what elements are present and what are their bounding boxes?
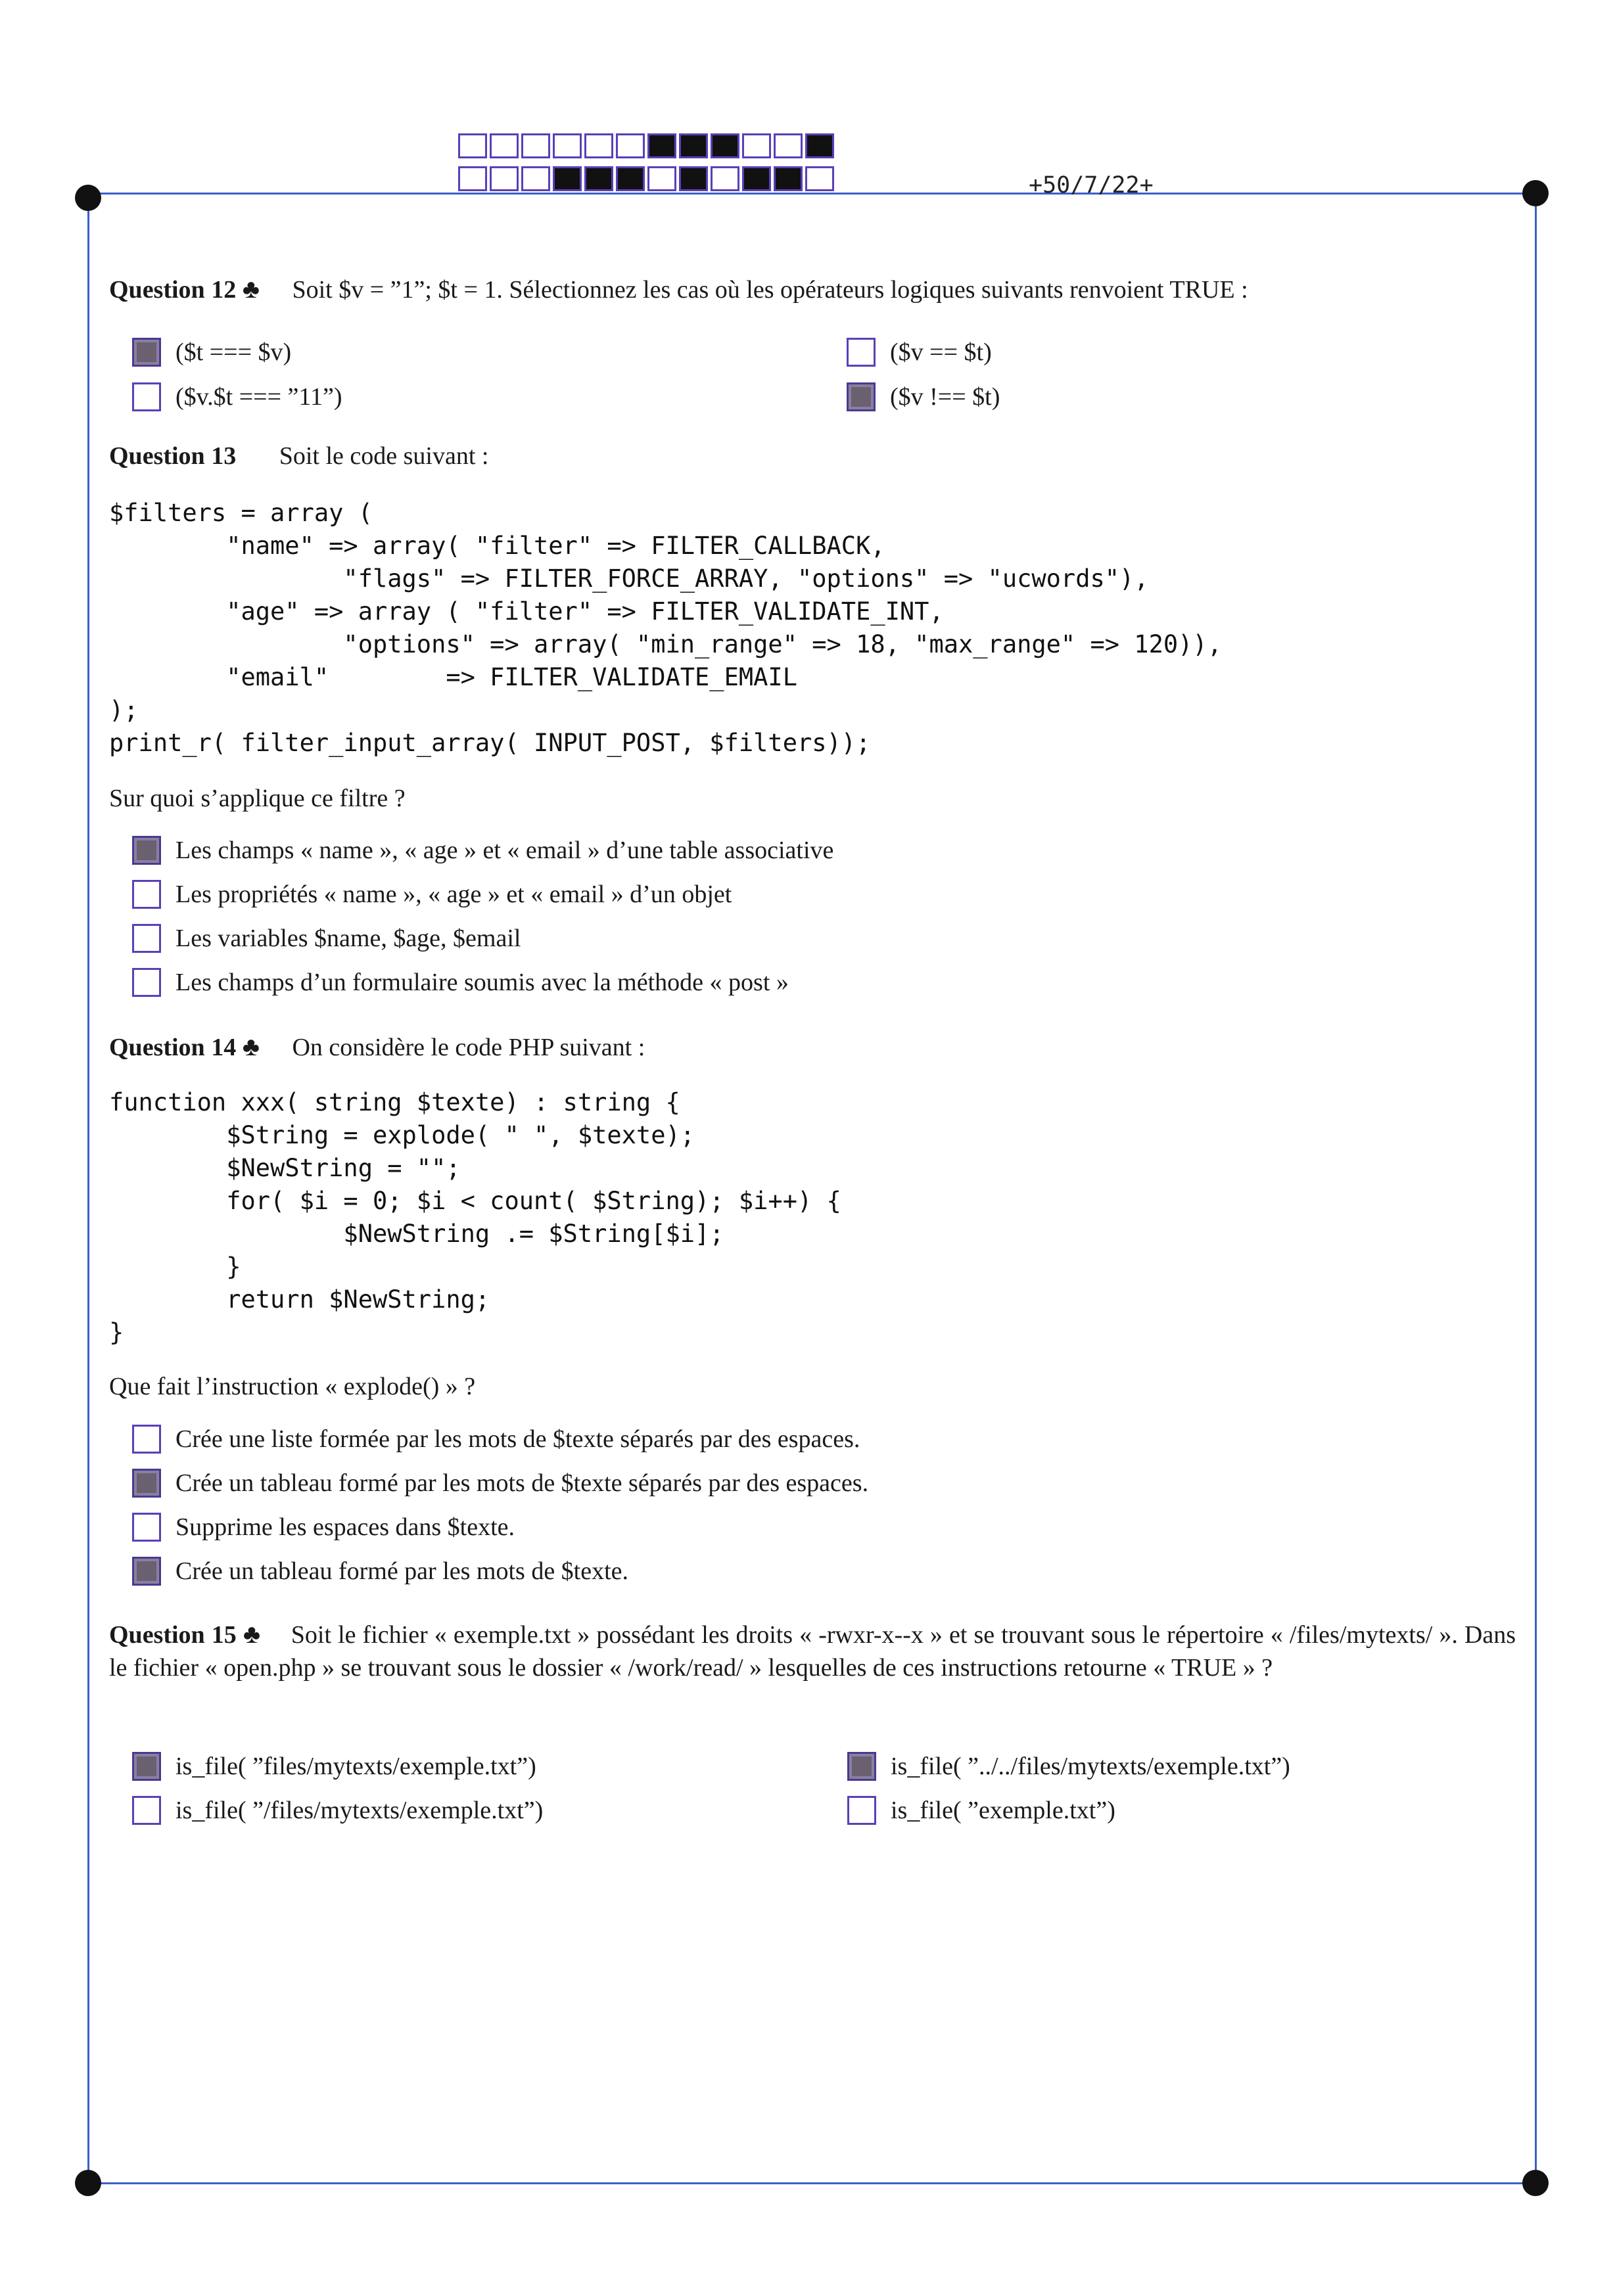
corner-mark-bottom-right [1522, 2170, 1549, 2196]
option-label: Crée un tableau formé par les mots de $texte séparés par des espaces. [176, 1469, 869, 1497]
id-cell-filled [616, 166, 645, 191]
page-code: +50/7/22+ [1029, 172, 1154, 198]
code-block-q14: function xxx( string $texte) : string { $String = explode( " ", $texte); $NewString = ""; for( $i = 0; $i < count( $String); $i++) { $NewString .= $String[$i]; } return $NewString; } [109, 1088, 841, 1346]
corner-mark-top-left [75, 185, 101, 211]
id-cell-filled [711, 133, 739, 158]
checkbox[interactable] [132, 1796, 161, 1825]
option-q13-2[interactable] [132, 880, 732, 909]
checkbox[interactable] [132, 1513, 161, 1542]
question-text: Soit $v = ”1”; $t = 1. Sélectionnez les cas où les opérateurs logiques suivants renvoient TRUE : [292, 276, 1248, 304]
frame-top-line [87, 193, 1537, 195]
checkbox[interactable] [847, 382, 876, 411]
id-cell-empty [742, 133, 771, 158]
question-label: Question 15 [109, 1621, 237, 1649]
option-label: is_file( ”../../files/mytexts/exemple.txt”) [891, 1753, 1290, 1780]
id-cell-filled [584, 166, 613, 191]
option-q13-1[interactable] [132, 836, 833, 865]
id-code-row-1 [458, 133, 837, 158]
option-label: ($v.$t === ”11”) [176, 383, 342, 411]
question-14 [109, 1031, 645, 1062]
checkbox[interactable] [847, 1752, 876, 1781]
id-cell-empty [774, 133, 803, 158]
question-13 [109, 442, 488, 471]
option-q12-3[interactable] [132, 382, 342, 411]
option-q13-3[interactable] [132, 924, 521, 953]
checkbox[interactable] [132, 1469, 161, 1498]
question-text: Soit le code suivant : [279, 442, 489, 470]
option-q13-4[interactable] [132, 968, 789, 997]
option-q14-4[interactable] [132, 1557, 628, 1586]
option-q15-4[interactable] [847, 1796, 1115, 1825]
id-cell-filled [679, 166, 708, 191]
corner-mark-top-right [1522, 180, 1549, 206]
option-q14-1[interactable] [132, 1425, 860, 1454]
id-cell-filled [679, 133, 708, 158]
id-cell-empty [647, 166, 676, 191]
option-label: is_file( ”files/mytexts/exemple.txt”) [176, 1753, 536, 1780]
checkbox[interactable] [847, 338, 876, 367]
id-cell-empty [553, 133, 582, 158]
id-cell-empty [616, 133, 645, 158]
option-q14-2[interactable] [132, 1469, 868, 1498]
option-q15-2[interactable] [847, 1752, 1290, 1781]
checkbox[interactable] [132, 836, 161, 865]
club-icon: ♣ [242, 274, 260, 304]
question-12 [109, 273, 1248, 304]
option-q14-3[interactable] [132, 1513, 515, 1542]
option-label: Supprime les espaces dans $texte. [176, 1513, 515, 1541]
option-q15-1[interactable] [132, 1752, 536, 1781]
checkbox[interactable] [132, 968, 161, 997]
option-label: Crée un tableau formé par les mots de $texte. [176, 1557, 629, 1585]
checkbox[interactable] [132, 1752, 161, 1781]
question-label: Question 13 [109, 442, 237, 470]
code-block-q13: $filters = array ( "name" => array( "filter" => FILTER_CALLBACK, "flags" => FILTER_FORCE_ARRAY, "options" => "ucwords"), "age" => array ( "filter" => FILTER_VALIDATE_INT, "options" => array( "min_range" => 18, "max_range" => 120)), "email" => FILTER_VALIDATE_EMAIL ); print_r( filter_input_array( INPUT_POST, $filters)); [109, 499, 1222, 757]
id-cell-empty [521, 133, 550, 158]
checkbox[interactable] [132, 1557, 161, 1586]
question-label: Question 14 [109, 1034, 237, 1061]
option-label: ($v == $t) [890, 338, 992, 366]
option-label: is_file( ”/files/mytexts/exemple.txt”) [176, 1797, 544, 1824]
id-cell-filled [805, 133, 834, 158]
id-cell-empty [584, 133, 613, 158]
question-label: Question 12 [109, 276, 237, 304]
frame-right-line [1535, 193, 1537, 2184]
id-cell-empty [490, 166, 519, 191]
option-q15-3[interactable] [132, 1796, 543, 1825]
id-cell-empty [490, 133, 519, 158]
option-label: ($v !== $t) [890, 383, 1000, 411]
club-icon: ♣ [243, 1619, 261, 1649]
option-q12-2[interactable] [847, 338, 992, 367]
corner-mark-bottom-left [75, 2170, 101, 2196]
option-label: is_file( ”exemple.txt”) [891, 1797, 1115, 1824]
question-text: On considère le code PHP suivant : [292, 1034, 645, 1061]
option-label: Les variables $name, $age, $email [176, 925, 521, 952]
checkbox[interactable] [132, 338, 161, 367]
option-label: ($t === $v) [176, 338, 292, 366]
checkbox[interactable] [132, 880, 161, 909]
question-prompt: Sur quoi s’applique ce filtre ? [109, 785, 406, 812]
id-cell-filled [553, 166, 582, 191]
id-cell-filled [774, 166, 803, 191]
question-prompt: Que fait l’instruction « explode() » ? [109, 1373, 476, 1400]
checkbox[interactable] [132, 382, 161, 411]
id-cell-empty [711, 166, 739, 191]
frame-bottom-line [87, 2182, 1537, 2184]
id-cell-filled [742, 166, 771, 191]
id-cell-empty [805, 166, 834, 191]
checkbox[interactable] [132, 1425, 161, 1454]
frame-left-line [87, 193, 89, 2184]
question-15 [109, 1618, 1516, 1684]
option-label: Crée une liste formée par les mots de $texte séparés par des espaces. [176, 1425, 860, 1453]
option-q12-1[interactable] [132, 338, 291, 367]
id-cell-empty [521, 166, 550, 191]
option-label: Les propriétés « name », « age » et « email » d’un objet [176, 881, 732, 908]
question-text: Soit le fichier « exemple.txt » possédant les droits « -rwxr-x--x » et se trouvant sous le répertoire « /files/mytexts/ ». Dans le fichier « open.php » se trouvant sous le dossier « /work/read/ » lesquelles de ces instructions retourne « TRUE » ? [109, 1621, 1516, 1682]
club-icon: ♣ [242, 1032, 260, 1061]
option-label: Les champs d’un formulaire soumis avec la méthode « post » [176, 969, 789, 996]
checkbox[interactable] [847, 1796, 876, 1825]
checkbox[interactable] [132, 924, 161, 953]
id-code-row-2 [458, 166, 837, 191]
id-cell-empty [458, 166, 487, 191]
option-label: Les champs « name », « age » et « email » d’une table associative [176, 837, 834, 864]
id-cell-empty [458, 133, 487, 158]
id-cell-filled [647, 133, 676, 158]
option-q12-4[interactable] [847, 382, 1000, 411]
